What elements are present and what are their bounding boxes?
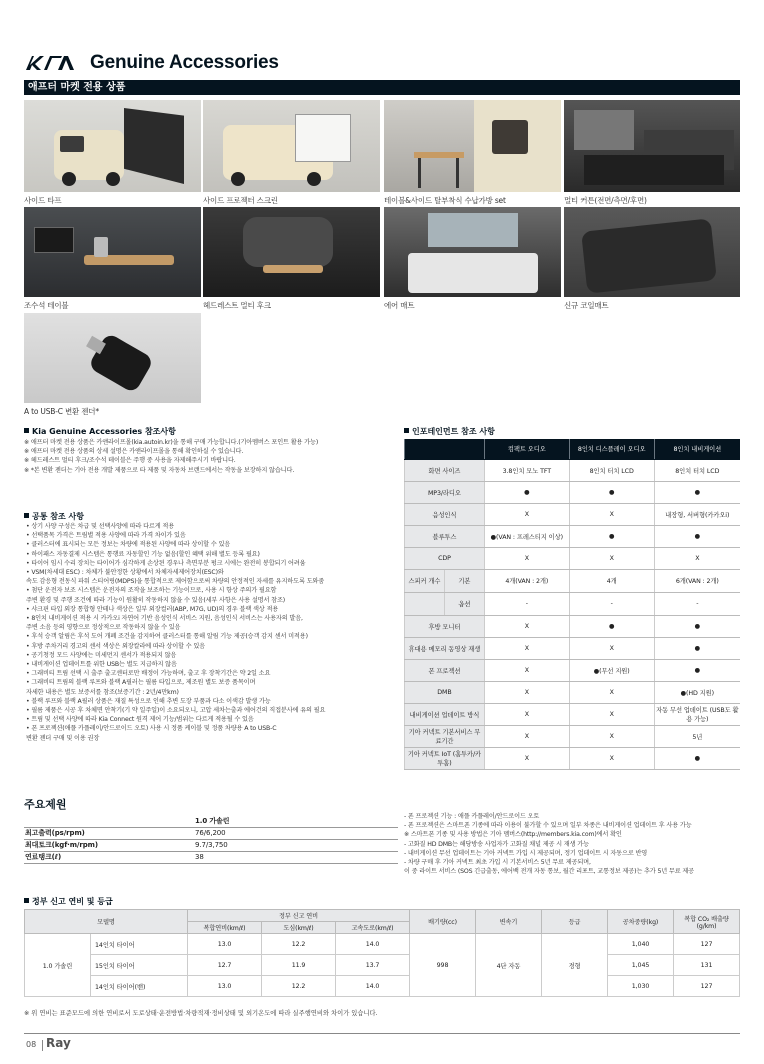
note-line: • 클러스터에 표시되는 모든 정보는 차량에 적용된 사양에 따라 상이할 수 있음	[26, 541, 231, 549]
cell: ●	[569, 481, 654, 503]
cell: 8인치 터치 LCD	[569, 459, 654, 481]
accessory-notes	[24, 438, 318, 475]
section-bar: 애프터 마켓 전용 상품	[24, 80, 740, 95]
note-line: • 공기청정 모드 사양에는 미세먼지 센서가 적용되지 않음	[26, 651, 177, 659]
note-line: • VSM(차세대 ESC) : 차체가 불안정한 상황에서 차체자세제어장치(ESC)와	[26, 569, 224, 577]
note-line: - 고화질 HD DMB는 해당방송 사업자가 고화질 채널 제공 시 재생 가능	[404, 840, 589, 848]
spec-value: 76/6,200	[194, 827, 398, 839]
cell: X	[569, 747, 654, 769]
note-line: 변환 젠더 구매 및 이용 권장	[26, 734, 100, 742]
note-line: • 폰 프로젝션(애플 카플레이/안드로이드 오토) 사용 시 정품 케이블 및 정품 차량용 A to USB-C	[26, 725, 277, 733]
row-label: 스피커 개수	[408, 578, 441, 585]
cell: ●(HD 지원)	[654, 681, 740, 703]
cell: 8인치 터치 LCD	[654, 459, 740, 481]
row-label: 후방 모니터	[405, 615, 485, 637]
row-label: CDP	[405, 547, 485, 569]
note-line: • 하이패스 자동결제 시스템은 통행료 자동할인 기능 없음(할인 혜택 위해 별도 등록 필요)	[26, 550, 260, 558]
table-row	[405, 681, 741, 703]
tire-cell: 15인치 타이어	[91, 955, 188, 976]
col-header: 복합연비(km/ℓ)	[188, 922, 262, 934]
tire-cell: 14인치 타이어	[91, 934, 188, 955]
footer-separator	[42, 1040, 43, 1051]
note-line: 주변 소음 등의 영향으로 정상적으로 작동하지 않을 수 있음	[26, 624, 181, 632]
cell: ●	[654, 637, 740, 659]
row-label-split	[405, 569, 485, 592]
infotainment-title: 인포테인먼트 참조 사항	[404, 426, 495, 437]
note-line: - 폰 프로젝션 기능 : 애플 카플레이/안드로이드 오토	[404, 813, 540, 820]
common-notes	[26, 522, 400, 743]
kia-brand-header	[24, 50, 279, 76]
cell: 6개(VAN : 2개)	[654, 569, 740, 592]
note-line: • 후방 주차거리 경고의 센서 색상은 외장칼라에 따라 상이할 수 있음	[26, 642, 205, 650]
table-row	[405, 703, 741, 725]
row-label: DMB	[405, 681, 485, 703]
cell: 127	[674, 934, 740, 955]
cell: -	[484, 592, 569, 615]
col-header: 등급	[542, 910, 608, 934]
note-line: ※ *본 변환 젠더는 기아 전용 개발 제품으로 타 제품 및 자동차 브랜드에서는 작동을 보장하지 않습니다.	[24, 466, 295, 474]
note-line: - 차량 구매 후 기아 커넥트 최초 가입 시 기본서비스 5년 무료 제공되며,	[404, 859, 591, 867]
photo-projector-screen	[203, 100, 380, 192]
row-label: 화면 사이즈	[405, 459, 485, 481]
photo-table-storage-bag	[384, 100, 561, 192]
row-label: MP3/라디오	[405, 481, 485, 503]
cell: ●	[654, 615, 740, 637]
note-line: 주변 환경 및 주행 조건에 따라 기능이 원활히 작동하지 않을 수 있음(세부 사항은 사용 설명서 참조)	[26, 596, 286, 604]
note-line: ※ 애프터 마켓 전용 상품의 상세 설명은 카앤라이프몰을 통해 확인하실 수 있습니다.	[24, 448, 244, 456]
note-line: - 폰 프로젝션은 스마트폰 기종에 따라 이용이 불가할 수 있으며 일부 차종은 내비게이션 업데이트 후 사용 가능	[404, 822, 692, 830]
cell: X	[569, 725, 654, 747]
row-sublabel: 옵션	[444, 593, 484, 615]
cell: 13.0	[188, 934, 262, 955]
table-row	[25, 934, 740, 955]
cell: X	[569, 547, 654, 569]
col-header: 복합 CO₂ 배출량 (g/km)	[674, 910, 740, 934]
table-header	[405, 439, 485, 459]
spec-label: 최대토크(kgf·m/rpm)	[24, 839, 194, 851]
table-row	[405, 525, 741, 547]
note-line: ※ 헤드레스트 멀티 후크/조수석 테이블은 주행 중 사용을 자제해주시기 바랍니다.	[24, 457, 236, 465]
photo-caption: 에어 매트	[384, 301, 415, 310]
cell: X	[484, 547, 569, 569]
table-row	[25, 955, 740, 976]
note-line: • 상기 사양 구성은 차급 및 선택사양에 따라 다르게 적용	[26, 523, 175, 530]
infotainment-notes	[404, 812, 694, 876]
cell: X	[484, 637, 569, 659]
cell: 4단 자동	[476, 934, 542, 997]
cell: X	[484, 503, 569, 525]
photo-caption: 멀티 커튼(전면/측면/후면)	[564, 196, 647, 205]
note-line: • 선택품목 가격은 트림별 적용 사양에 따라 가격 차이가 있음	[26, 532, 186, 540]
note-line: • 후석 승객 알림은 후석 도어 개폐 조건을 감지하여 클러스터를 통해 알림 기능 제공(승객 감지 센서 미적용)	[26, 633, 308, 641]
cell: ●	[654, 659, 740, 681]
note-line: • 8인치 내비게이션 적용 시 카카오i 자연어 기반 음성인식 서비스 지원, 음성인식 서비스는 사용자의 발음,	[26, 615, 303, 623]
table-row	[405, 481, 741, 503]
fuel-footnote: ※ 위 연비는 표준모드에 의한 연비로서 도로상태·운전방법·차량적재·정비상태 및 외기온도에 따라 실주행연비와 차이가 있습니다.	[24, 1010, 378, 1017]
cell: 998	[410, 934, 476, 997]
table-row	[405, 459, 741, 481]
table-row	[24, 839, 398, 851]
row-sublabel: 기본	[444, 570, 484, 592]
fuel-title: 정부 신고 연비 및 등급	[24, 896, 113, 907]
table-row	[24, 827, 398, 839]
photo-usb-c-gender	[24, 313, 201, 403]
infotainment-table	[404, 439, 740, 770]
cell: 자동 무선 업데이트 (USB도 활용 가능)	[654, 703, 740, 725]
col-header: 공차중량(kg)	[608, 910, 674, 934]
cell: X	[484, 703, 569, 725]
cell: ●	[484, 481, 569, 503]
cell: X	[484, 615, 569, 637]
row-label: 기아 커넥트 기본서비스 무료기간	[405, 725, 485, 747]
photo-multi-curtain	[564, 100, 740, 192]
model-cell: 1.0 가솔린	[25, 934, 91, 997]
accessory-notes-title: Kia Genuine Accessories 참조사항	[24, 426, 176, 437]
table-header: 8인치 디스플레이 오디오	[569, 439, 654, 459]
cell: 14.0	[336, 976, 410, 997]
photo-caption: A to USB-C 변환 젠더*	[24, 407, 99, 416]
photo-caption: 사이드 프로젝터 스크린	[203, 196, 278, 205]
row-label: 내비게이션 업데이트 방식	[405, 703, 485, 725]
table-row	[24, 851, 398, 863]
cell: 내장형, 서버형(카카오i)	[654, 503, 740, 525]
photo-caption: 사이드 타프	[24, 196, 62, 205]
spec-value: 38	[194, 851, 398, 863]
col-header: 정부 신고 연비	[188, 910, 410, 922]
cell: ●	[654, 525, 740, 547]
cell: 4개(VAN : 2개)	[484, 569, 569, 592]
note-line: ※ 스마트폰 기종 및 사용 방법은 기아 멤버스(http://members.kia.com)에서 확인	[404, 831, 622, 839]
cell: 14.0	[336, 934, 410, 955]
cell: X	[569, 503, 654, 525]
cell: X	[484, 747, 569, 769]
note-line: 이 중 라이트 서비스 (SOS 긴급출동, 에어백 전개 자동 통보, 월간 리포트, 교통정보 제공)는 추가 5년 무료 제공	[404, 868, 695, 876]
spec-label: 최고출력(ps/rpm)	[24, 827, 194, 839]
cell: 3.8인치 모노 TFT	[484, 459, 569, 481]
cell: ●	[654, 481, 740, 503]
photo-passenger-table	[24, 207, 201, 297]
common-notes-title: 공통 참조 사항	[24, 511, 84, 522]
table-row	[25, 976, 740, 997]
row-label: 휴대용 메모리 동영상 재생	[405, 637, 485, 659]
note-line: • 필름 제품은 시공 후 차체면 안착기(기 약 일주일)이 소요되오니, 고압 세차는출과 에어건의 직접분사에 유의 필요	[26, 707, 326, 715]
note-line: 속도 감응형 전동식 파워 스티어링(MDPS)을 통합적으로 제어함으로써 차량의 안정적인 자세를 유지하도록 도와줌	[26, 578, 325, 586]
kia-logo-icon	[24, 52, 84, 74]
cell: X	[569, 703, 654, 725]
photo-air-mat	[384, 207, 561, 297]
table-row	[405, 659, 741, 681]
row-label-split	[405, 592, 485, 615]
table-row	[405, 637, 741, 659]
engine-label: 1.0 가솔린	[194, 815, 398, 827]
cell: 13.0	[188, 976, 262, 997]
cell: ●(무선 지원)	[569, 659, 654, 681]
page-number: 08	[26, 1040, 37, 1049]
cell: 127	[674, 976, 740, 997]
col-header: 배기량(cc)	[410, 910, 476, 934]
cell: X	[484, 725, 569, 747]
cell: 1,030	[608, 976, 674, 997]
photo-headrest-hook	[203, 207, 380, 297]
cell: X	[569, 681, 654, 703]
cell: 1,040	[608, 934, 674, 955]
note-line: • 첨단 운전자 보조 시스템은 운전자의 조작을 보조하는 기능이므로, 사용 시 항상 주의가 필요함	[26, 587, 277, 595]
col-header: 도심(km/ℓ)	[262, 922, 336, 934]
cell: -	[654, 592, 740, 615]
main-specs-title: 주요제원	[24, 798, 67, 811]
note-line: • 그래비티 트림의 블랙 루프와 블랙 A필러는 필름 타입으로, 제조원 별도 보증 품목이며	[26, 679, 256, 687]
cell: 12.7	[188, 955, 262, 976]
row-label: 음성인식	[405, 503, 485, 525]
table-row	[405, 747, 741, 769]
cell: 12.2	[262, 934, 336, 955]
table-row	[405, 615, 741, 637]
note-line: 자세한 내용은 별도 보증서를 참조(보증기간 : 2년/4만km)	[26, 688, 179, 696]
note-line: • 샤크핀 타입 외장 통합형 안테나 색상은 일부 외장컬러(ABP, M7G, UD)의 경우 블랙 색상 적용	[26, 605, 279, 613]
cell: X	[484, 681, 569, 703]
cell: 4개	[569, 569, 654, 592]
cell: 13.7	[336, 955, 410, 976]
cell: 11.9	[262, 955, 336, 976]
col-header: 모델명	[25, 910, 188, 934]
row-label: 기아 커넥트 IoT (홈투카/카투홈)	[405, 747, 485, 769]
note-line: • 내비게이션 업데이트를 위한 USB는 별도 지급하지 않음	[26, 661, 177, 669]
cell: X	[569, 637, 654, 659]
spec-value: 9.7/3,750	[194, 839, 398, 851]
col-header: 고속도로(km/ℓ)	[336, 922, 410, 934]
table-row	[405, 725, 741, 747]
fuel-table	[24, 909, 740, 997]
spec-label: 연료탱크(ℓ)	[24, 851, 194, 863]
brand-title: Genuine Accessories	[90, 52, 279, 73]
cell: 1,045	[608, 955, 674, 976]
table-row	[405, 503, 741, 525]
table-row	[405, 547, 741, 569]
table-header: 컴팩트 오디오	[484, 439, 569, 459]
table-row	[405, 569, 741, 592]
photo-caption: 헤드레스트 멀티 후크	[203, 301, 271, 310]
cell: 131	[674, 955, 740, 976]
cell: 12.2	[262, 976, 336, 997]
cell: ●	[569, 615, 654, 637]
cell: ●	[569, 525, 654, 547]
cell: 5년	[654, 725, 740, 747]
footer-divider	[24, 1033, 740, 1034]
footer-model: Ray	[46, 1036, 71, 1050]
row-label: 폰 프로젝션	[405, 659, 485, 681]
row-label: 블루투스	[405, 525, 485, 547]
note-line: • 그래비티 트림 선택 시 출주 출고센터로만 배정이 가능하며, 출고 후 장착기간은 약 2일 소요	[26, 670, 271, 678]
photo-caption: 조수석 테이블	[24, 301, 69, 310]
table-header: 8인치 내비게이션	[654, 439, 740, 459]
cell: ●	[654, 747, 740, 769]
cell: X	[484, 659, 569, 681]
photo-caption: 테이블&사이드 탈부착식 수납가방 set	[384, 196, 506, 205]
main-specs-table	[24, 815, 398, 864]
note-line: • 블랙 루프와 블랙 A필러 상품은 재질 특성으로 인해 추변 도장 부품과 다소 이색감 발생 가능	[26, 697, 271, 705]
tire-cell: 14인치 타이어(밴)	[91, 976, 188, 997]
note-line: - 내비게이션 무선 업데이트는 기아 커넥트 가입 시 제공되며, 정기 업데이트 시 자동으로 반영	[404, 849, 648, 857]
col-header: 변속기	[476, 910, 542, 934]
cell: ●(VAN : 프레스티지 이상)	[484, 525, 569, 547]
cell: -	[569, 592, 654, 615]
note-line: ※ 애프터 마켓 전용 상품은 카앤라이프몰(kia.autoin.kr)을 통해 구매 가능합니다.(기아멤버스 포인트 활용 가능)	[24, 439, 319, 446]
cell: X	[654, 547, 740, 569]
cell: 경형	[542, 934, 608, 997]
note-line: • 트림 및 선택 사양에 따라 Kia Connect 원격 제어 기능/범위는 다르게 적용될 수 있음	[26, 716, 254, 724]
note-line: • 타이어 임시 수리 장치는 타이어가 심각하게 손상된 경우나 측면부분 펑크 시에는 완전히 봉합되기 어려움	[26, 559, 306, 567]
photo-coil-mat	[564, 207, 740, 297]
table-row	[405, 592, 741, 615]
photo-side-tarp	[24, 100, 201, 192]
photo-caption: 신규 코일매트	[564, 301, 609, 310]
